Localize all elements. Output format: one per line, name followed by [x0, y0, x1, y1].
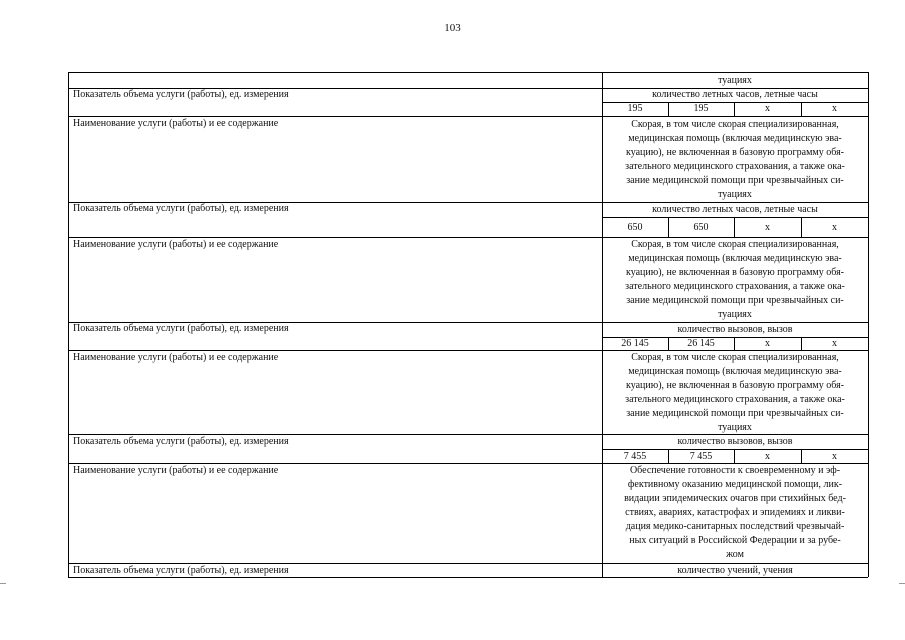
indicator-label: Показатель объема услуги (работы), ед. измерения [73, 565, 289, 576]
unit-separator [602, 217, 868, 218]
description-line: медицинская помощь (включая медицинскую эва- [628, 133, 842, 144]
value-cell: x [765, 222, 770, 233]
indicator-label: Показатель объема услуги (работы), ед. измерения [73, 203, 289, 214]
value-cell: 26 145 [621, 338, 649, 349]
description-line: ных ситуаций в Российской Федерации и за рубе- [629, 535, 841, 546]
service-name-label: Наименование услуги (работы) и ее содержание [73, 465, 279, 476]
unit-separator [602, 449, 868, 450]
value-cell: x [765, 338, 770, 349]
service-description [602, 464, 868, 562]
value-cell: 26 145 [687, 338, 715, 349]
value-cell: x [832, 338, 837, 349]
value-cell: x [832, 103, 837, 114]
value-cell: 195 [627, 103, 643, 114]
value-cell: 650 [693, 222, 709, 233]
row-separator [68, 116, 868, 117]
table-border [68, 72, 69, 577]
unit-of-measure: количество летных часов, летные часы [652, 204, 818, 215]
description-line: куацию), не включенная в базовую программу обя- [626, 267, 844, 278]
unit-of-measure: количество вызовов, вызов [677, 324, 793, 335]
value-cell: 7 455 [623, 451, 647, 462]
description-line: медицинская помощь (включая медицинскую эва- [628, 253, 842, 264]
table-border [68, 577, 868, 578]
description-line: куацию), не включенная в базовую программу обя- [626, 380, 844, 391]
service-description [602, 118, 868, 202]
description-line: зательного медицинского страхования, а также ока- [625, 394, 845, 405]
description-line: видации эпидемических очагов при стихийных бед- [624, 493, 846, 504]
indicator-label: Показатель объема услуги (работы), ед. измерения [73, 436, 289, 447]
description-line: жом [726, 549, 744, 560]
description-line: Обеспечение готовности к своевременному и эф- [629, 465, 841, 476]
description-line: туациях [718, 189, 752, 200]
description-line: зание медицинской помощи при чрезвычайных си- [626, 175, 844, 186]
service-name-label: Наименование услуги (работы) и ее содержание [73, 239, 279, 250]
description-line: фективному оказанию медицинской помощи, лик- [627, 479, 843, 490]
description-line: зание медицинской помощи при чрезвычайных си- [626, 408, 844, 419]
description-line: ствиях, авариях, катастрофах и эпидемиях и ликви- [625, 507, 845, 518]
description-line: туациях [718, 422, 752, 433]
value-cell: x [832, 451, 837, 462]
table-border [68, 72, 868, 73]
service-description [602, 238, 868, 322]
description-line: медицинская помощь (включая медицинскую эва- [628, 366, 842, 377]
description-line: Скорая, в том числе скорая специализированная, [631, 352, 839, 363]
description-line: дация медико-санитарных последствий чрезвычай- [625, 521, 845, 532]
value-cell: 195 [693, 103, 709, 114]
description-line: туациях [718, 309, 752, 320]
indicator-label: Показатель объема услуги (работы), ед. измерения [73, 89, 289, 100]
description-line: Скорая, в том числе скорая специализированная, [631, 239, 839, 250]
service-description [602, 351, 868, 435]
page-number: 103 [444, 22, 461, 34]
unit-of-measure: количество летных часов, летные часы [652, 89, 818, 100]
description-line: зание медицинской помощи при чрезвычайных си- [626, 295, 844, 306]
description-line: куацию), не включенная в базовую программу обя- [626, 147, 844, 158]
description-line: зательного медицинского страхования, а также ока- [625, 161, 845, 172]
value-cell: x [765, 103, 770, 114]
value-cell: x [832, 222, 837, 233]
continued-description-text: туациях [718, 75, 752, 86]
service-name-label: Наименование услуги (работы) и ее содержание [73, 118, 279, 129]
unit-of-measure: количество учений, учения [677, 565, 793, 576]
services-table [68, 72, 868, 577]
description-line: зательного медицинского страхования, а также ока- [625, 281, 845, 292]
scan-edge-mark [899, 583, 905, 584]
table-border [868, 72, 869, 577]
row-separator [68, 563, 868, 564]
description-line: Скорая, в том числе скорая специализированная, [631, 119, 839, 130]
scan-edge-mark [0, 583, 6, 584]
unit-of-measure: количество вызовов, вызов [677, 436, 793, 447]
value-cell: 650 [627, 222, 643, 233]
value-cell: x [765, 451, 770, 462]
indicator-label: Показатель объема услуги (работы), ед. измерения [73, 323, 289, 334]
value-cell: 7 455 [689, 451, 713, 462]
service-name-label: Наименование услуги (работы) и ее содержание [73, 352, 279, 363]
